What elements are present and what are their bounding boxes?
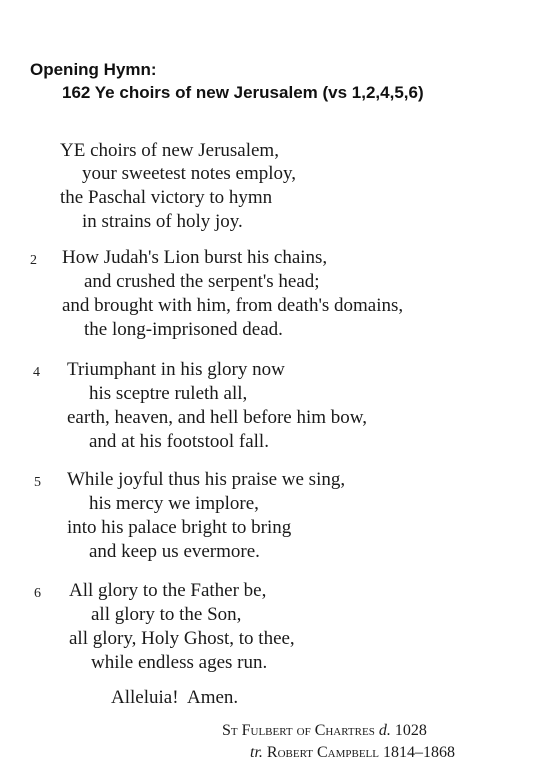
verse-line: in strains of holy joy. (82, 211, 243, 232)
verse-line: while endless ages run. (91, 652, 268, 673)
verse-line: and crushed the serpent's head; (84, 271, 320, 292)
translator-years: 1814–1868 (382, 744, 455, 761)
verse-number: 5 (34, 475, 41, 490)
verse-line: Triumphant in his glory now (67, 359, 285, 380)
author-died-year: 1028 (394, 722, 427, 739)
verse-line: and at his footstool fall. (89, 431, 269, 452)
verse-line: the long-imprisoned dead. (84, 319, 283, 340)
translator-prefix: tr. (250, 744, 263, 761)
verse-line: his sceptre ruleth all, (89, 383, 248, 404)
author-died-prefix: d. (378, 722, 391, 739)
verse-line: How Judah's Lion burst his chains, (62, 247, 328, 268)
verse-number: 2 (30, 253, 37, 268)
verse-line: the Paschal victory to hymn (60, 187, 273, 208)
verse-number: 6 (34, 586, 41, 601)
verse-line: all glory to the Son, (91, 604, 242, 625)
translator-credit (250, 743, 455, 763)
verse-line: into his palace bright to bring (67, 517, 292, 538)
verse-line: all glory, Holy Ghost, to thee, (69, 628, 295, 649)
verse-line: All glory to the Father be, (69, 580, 267, 601)
author-credit (222, 721, 427, 741)
verse-line: and brought with him, from death's domains, (62, 295, 404, 316)
heading-subtitle: 162 Ye choirs of new Jerusalem (vs 1,2,4,5,6) (62, 83, 424, 102)
verse-line: and keep us evermore. (89, 541, 260, 562)
verse-line: YE choirs of new Jerusalem, (60, 140, 279, 161)
translator-name: Robert Campbell (266, 744, 379, 761)
verse-line: your sweetest notes employ, (82, 163, 297, 184)
verse-number: 4 (33, 365, 40, 380)
hymn-ending: Alleluia! Amen. (111, 687, 239, 708)
verse-line: earth, heaven, and hell before him bow, (67, 407, 368, 428)
verse-line: his mercy we implore, (89, 493, 259, 514)
author-name: St Fulbert of Chartres (222, 722, 375, 739)
heading-title: Opening Hymn: (30, 60, 157, 79)
verse-line: While joyful thus his praise we sing, (67, 469, 346, 490)
